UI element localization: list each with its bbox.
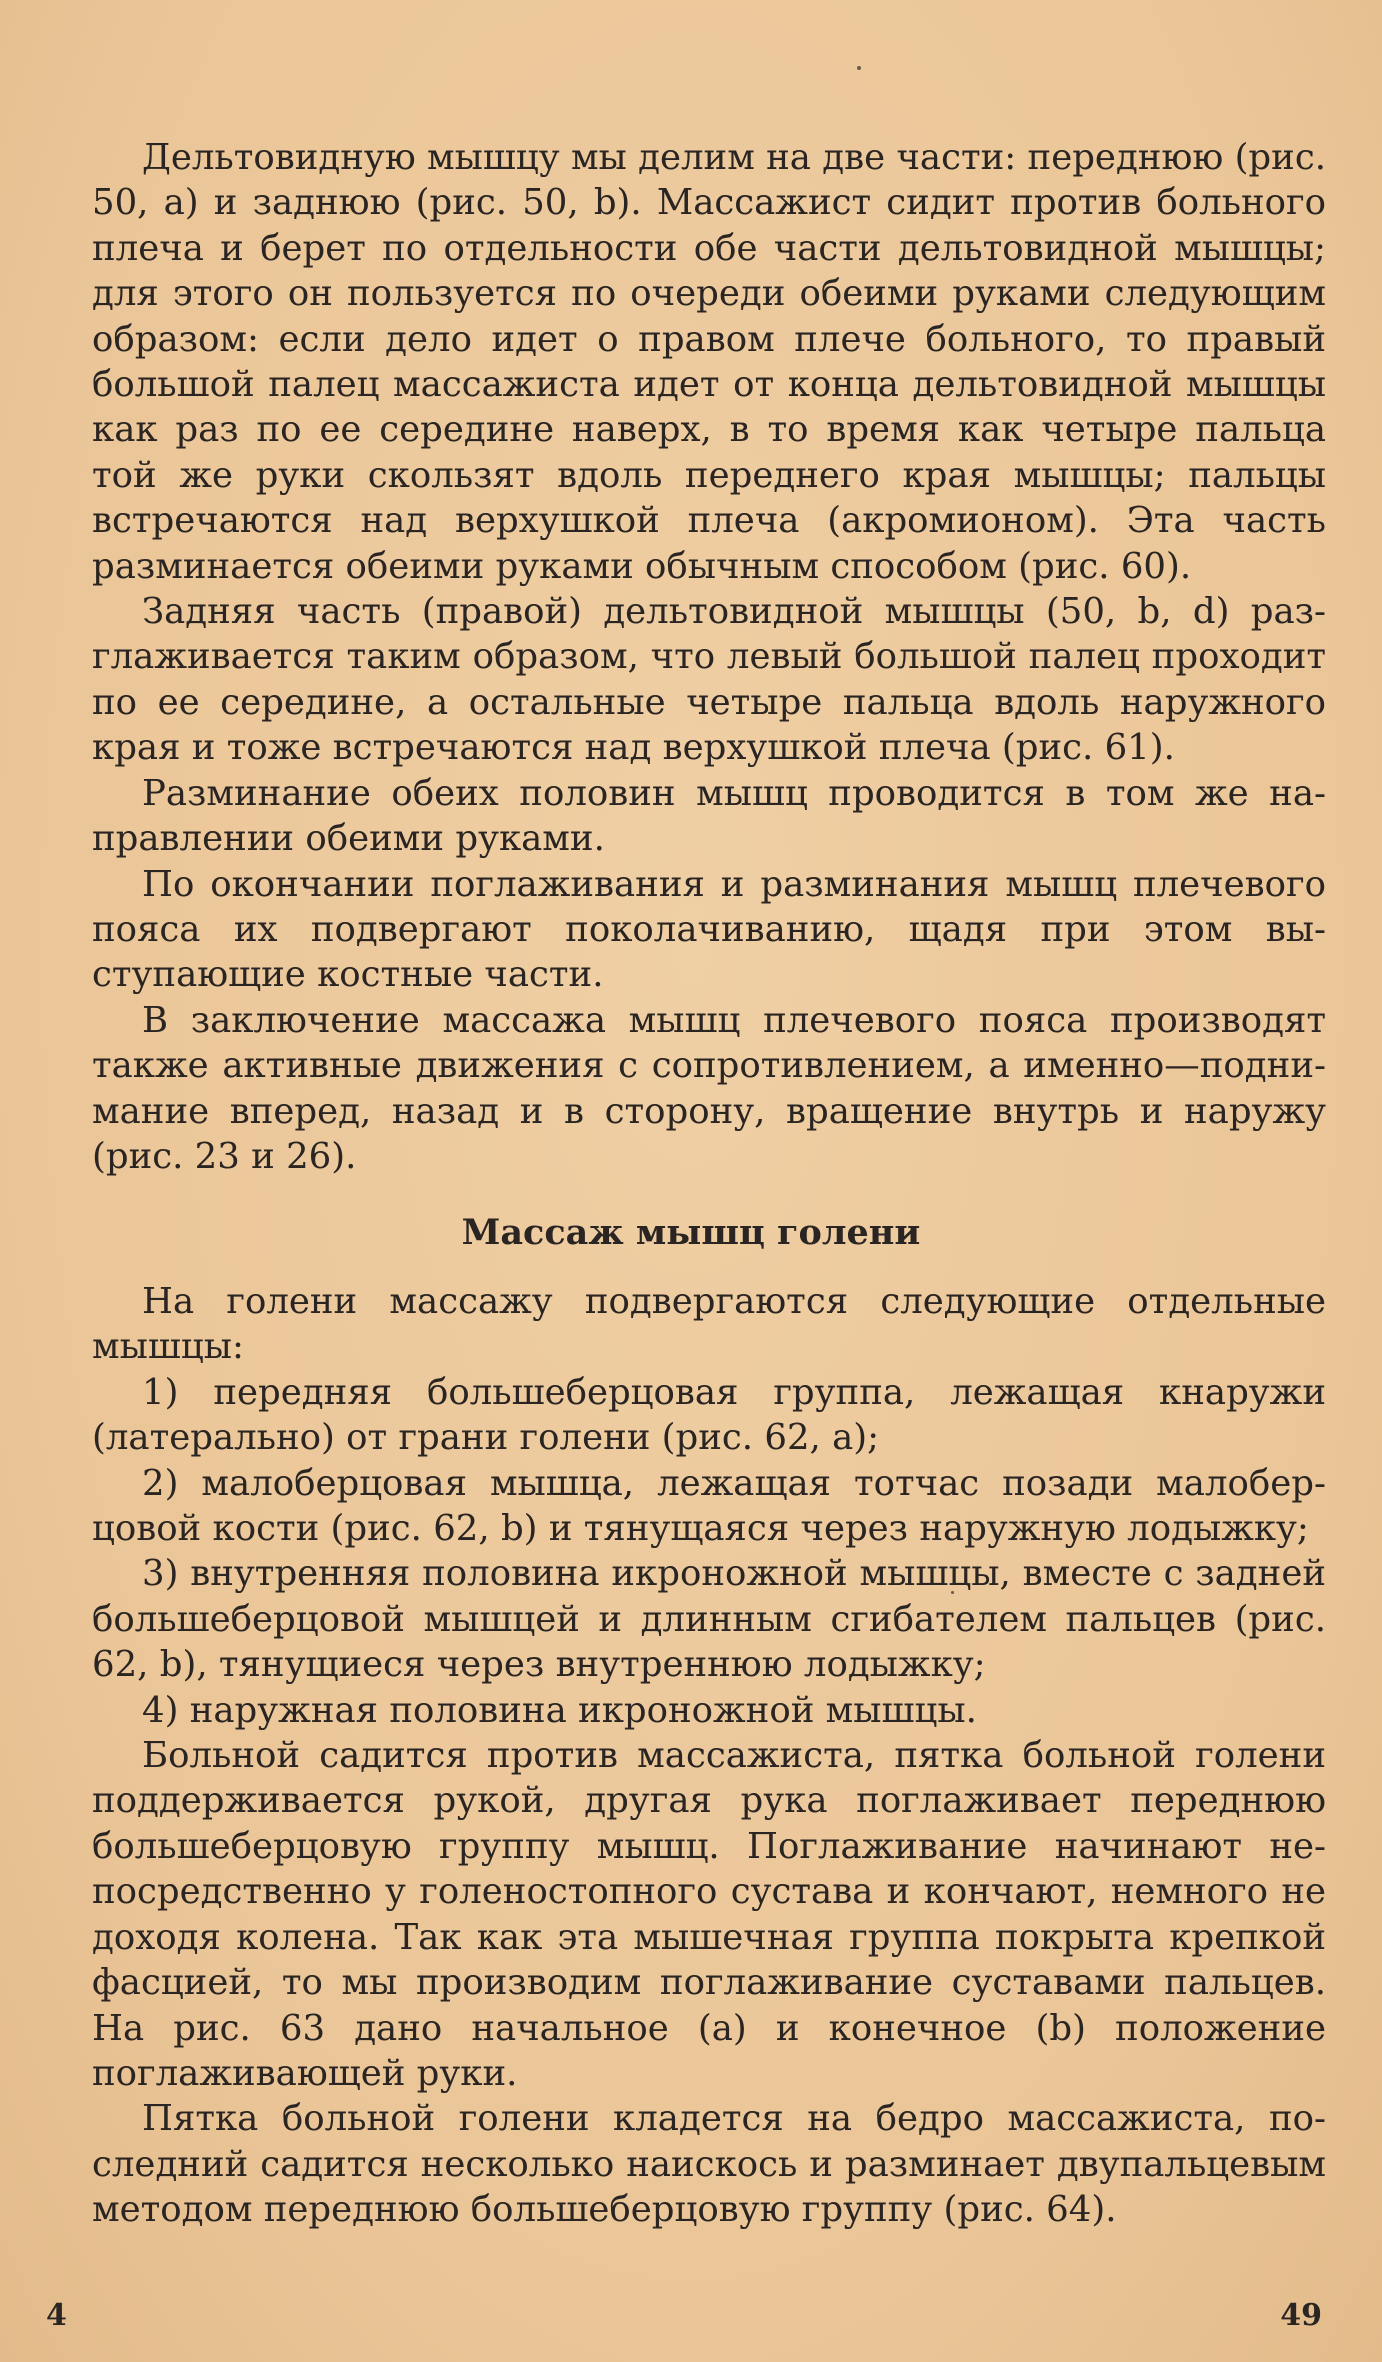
section-shin-massage [92, 1279, 1326, 2233]
list-item: 3) внутренняя половина икроножной мышцы, вместе с задней большеберцовой мышцей и длинным сгибателем пальцев (рис. 62, b), тянущиеся через внутреннюю лодыжку; [92, 1553, 1326, 1686]
paragraph: Пятка больной голени кладется на бедро массажиста, последний садится несколько наискось и разминает двупальцевым методом переднюю большеберцовую группу (рис. 64). [92, 2098, 1326, 2231]
paragraph: По окончании поглаживания и разминания мышц плечевого пояса их подвергают поколачиванию, щадя при этом выступающие костные части. [92, 863, 1326, 996]
list-item: 4) наружная половина икроножной мышцы. [142, 1689, 977, 1731]
paragraph: Больной садится против массажиста, пятка больной голени поддерживается рукой, другая рука поглаживает переднюю большеберцовую группу мышц. Поглаживание начинают непосредственно у голеностопного сустава и кончают, немного не доходя колена. Так как эта мышечная группа покрыта крепкой фасцией, то мы производим поглаживание суставами пальцев. На рис. 63 дано начальное (a) и конечное (b) положение поглаживающей руки. [92, 1735, 1326, 2094]
section-heading: Массаж мышц голени [461, 1212, 921, 1253]
print-speck [857, 66, 861, 70]
paragraph: Дельтовидную мышцу мы делим на две части: переднюю (рис. 50, a) и заднюю (рис. 50, b). Массажист сидит против больного плеча и берет по отдельности обе части дельтовидной мышцы; для этого он пользуется по очереди обеими руками следующим образом: если дело идет о правом плече больного, то правый большой палец массажиста идет от конца дельтовидной мышцы как раз по ее середине наверх, в то время как четыре пальца той же руки скользят вдоль переднего края мышцы; пальцы встречаются над верхушкой плеча (акромионом). Эта часть разминается обеими руками обычным способом (рис. 60). [92, 137, 1326, 587]
signature-mark: 4 [46, 2298, 67, 2333]
section-shoulder-massage [92, 135, 1326, 1179]
paragraph: Задняя часть (правой) дельтовидной мышцы (50, b, d) разглаживается таким образом, что левый большой палец проходит по ее середине, а остальные четыре пальца вдоль наружного края и тоже встречаются над верхушкой плеча (рис. 61). [92, 591, 1326, 769]
paragraph: В заключение массажа мышц плечевого пояса производят также активные движения с сопротивлением, а именно—поднимание вперед, назад и в сторону, вращение внутрь и наружу (рис. 23 и 26). [92, 999, 1326, 1177]
paragraph: Разминание обеих половин мышц проводится в том же направлении обеими руками. [92, 772, 1326, 860]
paragraph: На голени массажу подвергаются следующие отдельные мышцы: [92, 1281, 1326, 1368]
list-item: 1) передняя большеберцовая группа, лежащая кнаружи (латерально) от грани голени (рис. 62, a); [92, 1371, 1326, 1459]
page-number: 49 [1280, 2298, 1322, 2333]
list-item: 2) малоберцовая мышца, лежащая тотчас позади малоберцовой кости (рис. 62, b) и тянущаяся через наружную лодыжку; [92, 1462, 1326, 1550]
